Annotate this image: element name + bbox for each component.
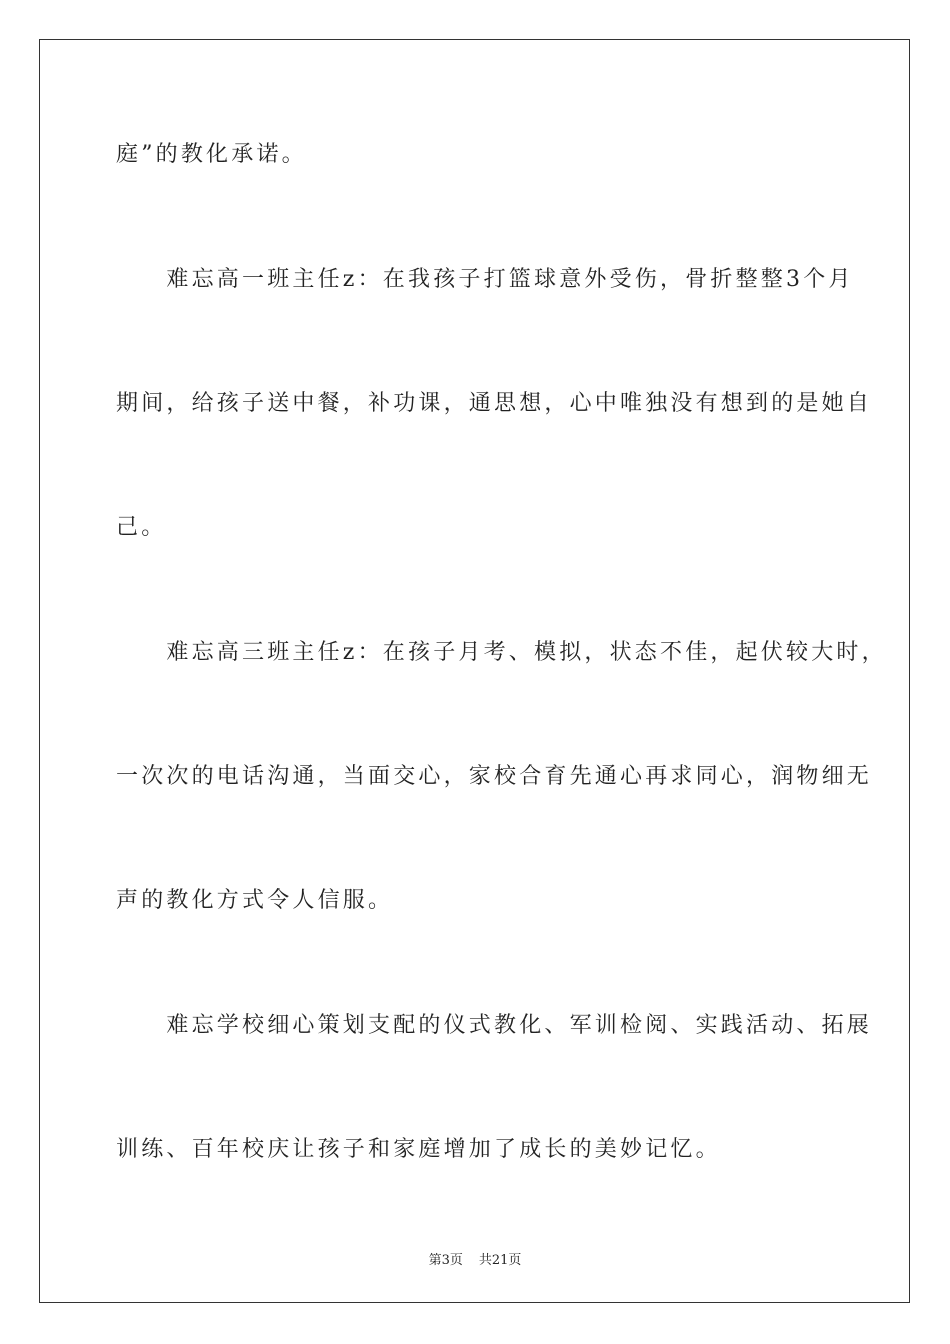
text-line-8: 难忘学校细心策划支配的仪式教化、军训检阅、实践活动、拓展 <box>116 1013 873 1038</box>
text-line-1: 庭”的教化承诺。 <box>116 142 307 167</box>
page-footer <box>0 1249 950 1268</box>
text-line-2: 难忘高一班主任z：在我孩子打篮球意外受伤，骨折整整3个月 <box>116 267 854 292</box>
text-line-5: 难忘高三班主任z：在孩子月考、模拟，状态不佳，起伏较大时， <box>116 640 887 665</box>
text-line-7: 声的教化方式令人信服。 <box>116 888 394 913</box>
text-line-4: 己。 <box>116 515 167 540</box>
text-line-6: 一次次的电话沟通，当面交心，家校合育先通心再求同心，润物细无 <box>116 764 873 789</box>
page-total: 共21页 <box>478 1253 522 1268</box>
page-number: 第3页 <box>428 1253 463 1268</box>
text-line-3: 期间，给孩子送中餐，补功课，通思想，心中唯独没有想到的是她自 <box>116 391 873 416</box>
page-border <box>39 39 910 1303</box>
text-line-9: 训练、百年校庆让孩子和家庭增加了成长的美妙记忆。 <box>116 1137 721 1162</box>
